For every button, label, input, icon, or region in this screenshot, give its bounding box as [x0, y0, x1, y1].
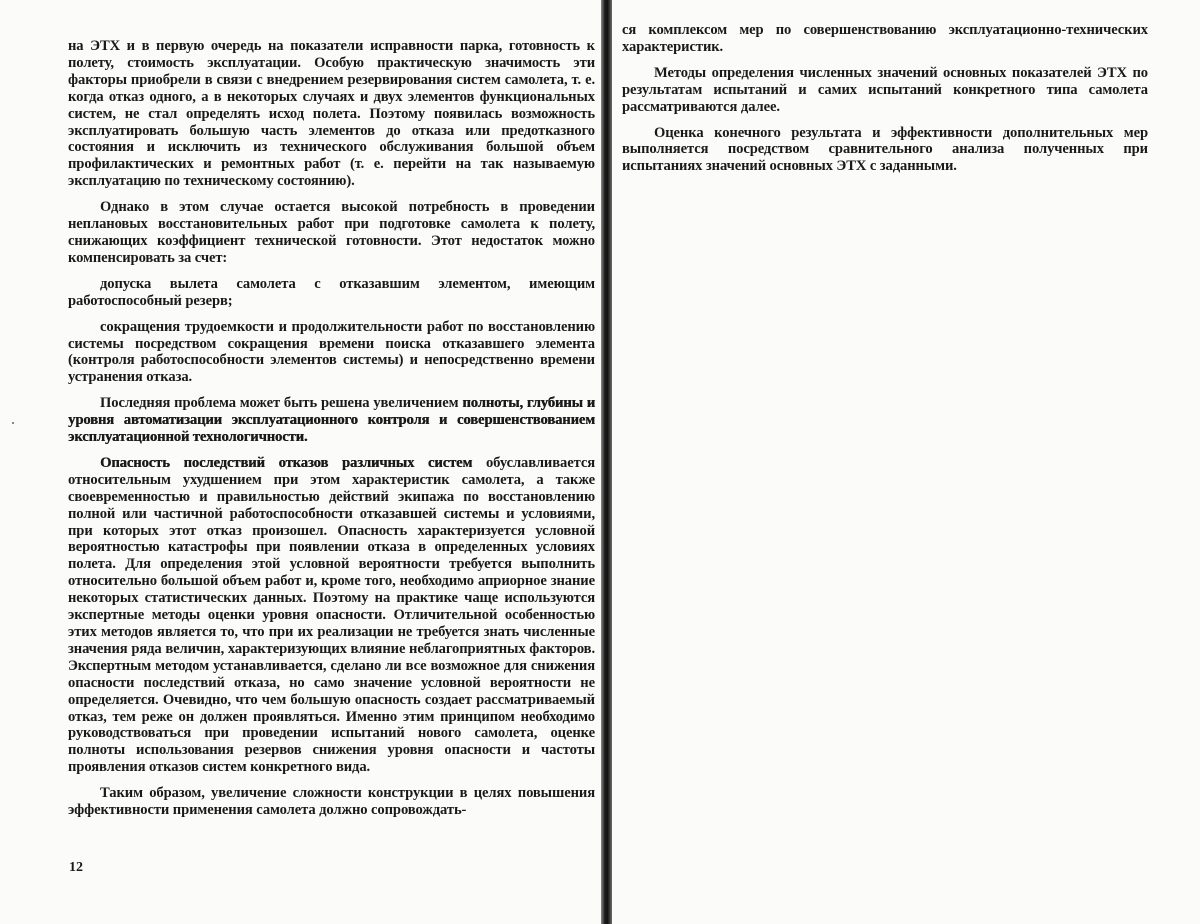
right-page [612, 0, 1200, 924]
left-page-text [68, 38, 595, 819]
emphasized-text: полноты, глубины и уровня автоматизации эксплуатационного контроля и совершенствованием эксплуатационной технологичности. [68, 395, 595, 446]
page-number: 12 [69, 860, 83, 875]
paragraph-text: Последняя проблема может быть решена увеличением [100, 395, 463, 412]
book-gutter [601, 0, 612, 924]
paragraph [622, 125, 1148, 176]
paragraph [622, 22, 1148, 56]
paragraph-text: Таким образом, увеличение сложности конструкции в целях повышения эффективности применения самолета должно сопровождать- [68, 785, 595, 819]
paragraph [68, 455, 595, 776]
paragraph [68, 319, 595, 387]
paragraph-text: Однако в этом случае остается высокой потребность в проведении неплановых восстановительных работ при подготовке самолета к полету, снижающих коэффициент технической готовности. Этот недостаток можно компенсировать за счет: [68, 199, 595, 266]
scan-mark [12, 422, 14, 424]
paragraph-text: ся комплексом мер по совершенствованию эксплуатационно-технических характеристик. [622, 22, 1148, 55]
paragraph-text: допуска вылета самолета с отказавшим элементом, имеющим работоспособный резерв; [68, 275, 595, 309]
paragraph [68, 199, 595, 267]
paragraph [68, 38, 595, 190]
emphasized-text: Опасность последствий отказов различных систем [100, 454, 473, 471]
right-page-text [622, 22, 1148, 175]
paragraph-text: обуславливается относительным ухудшением при этом характеристик самолета, а также своевременностью и правильностью действий экипажа по восстановлению полной или частичной работоспособности отказавшей системы и условиями, при которых этот отказ произошел. Опасность характеризуется условной вероятностью катастрофы при появлении отказа в определенных условиях полета. Для определения этой условной вероятности требуется выполнить относительно большой объем работ и, кроме того, необходимо априорное знание некоторых статистических данных. Поэтому на практике чаще используются экспертные методы оценки уровня опасности. Отличительной особенностью этих методов является то, что при их реализации не требуется знать численные значения ряда величин, характеризующих влияние неблагоприятных факторов. Экспертным методом устанавливается, сделано ли все возможное для снижения опасности последствий отказа, но само значение условной вероятности не определяется. Очевидно, что чем большую опасность создает рассматриваемый отказ, тем реже он должен проявляться. Именно этим принципом необходимо руководствоваться при проведении испытаний нового самолета, оценке полноты использования резервов снижения уровня опасности и частоты проявления отказов систем конкретного вида. [68, 454, 595, 776]
paragraph-text: на ЭТХ и в первую очередь на показатели исправности парка, готовность к полету, стоимость эксплуатации. Особую практическую значимость эти факторы приобрели в связи с внедрением резервирования систем самолета, т. е. когда отказ одного, а в некоторых случаях и двух элементов функциональных систем, не стал определять исход полета. Поэтому появилась возможность эксплуатировать большую часть элементов до отказа или предотказного состояния и исключить из технического обслуживания большой объем профилактических и ремонтных работ (т. е. перейти на так называемую эксплуатацию по техническому состоянию). [68, 38, 595, 190]
paragraph [68, 785, 595, 819]
paragraph-text: сокращения трудоемкости и продолжительности работ по восстановлению системы посредством сокращения времени поиска отказавшего элемента (контроля работоспособности элементов системы) и непосредственно времени устранения отказа. [68, 318, 595, 386]
paragraph-text: Оценка конечного результата и эффективности дополнительных мер выполняется посредством сравнительного анализа полученных при испытаниях значений основных ЭТХ с заданными. [622, 124, 1148, 175]
paragraph [68, 276, 595, 310]
paragraph-text: Методы определения численных значений основных показателей ЭТХ по результатам испытаний и самих испытаний конкретного типа самолета рассматриваются далее. [622, 64, 1148, 115]
paragraph [68, 395, 595, 446]
paragraph [622, 65, 1148, 116]
